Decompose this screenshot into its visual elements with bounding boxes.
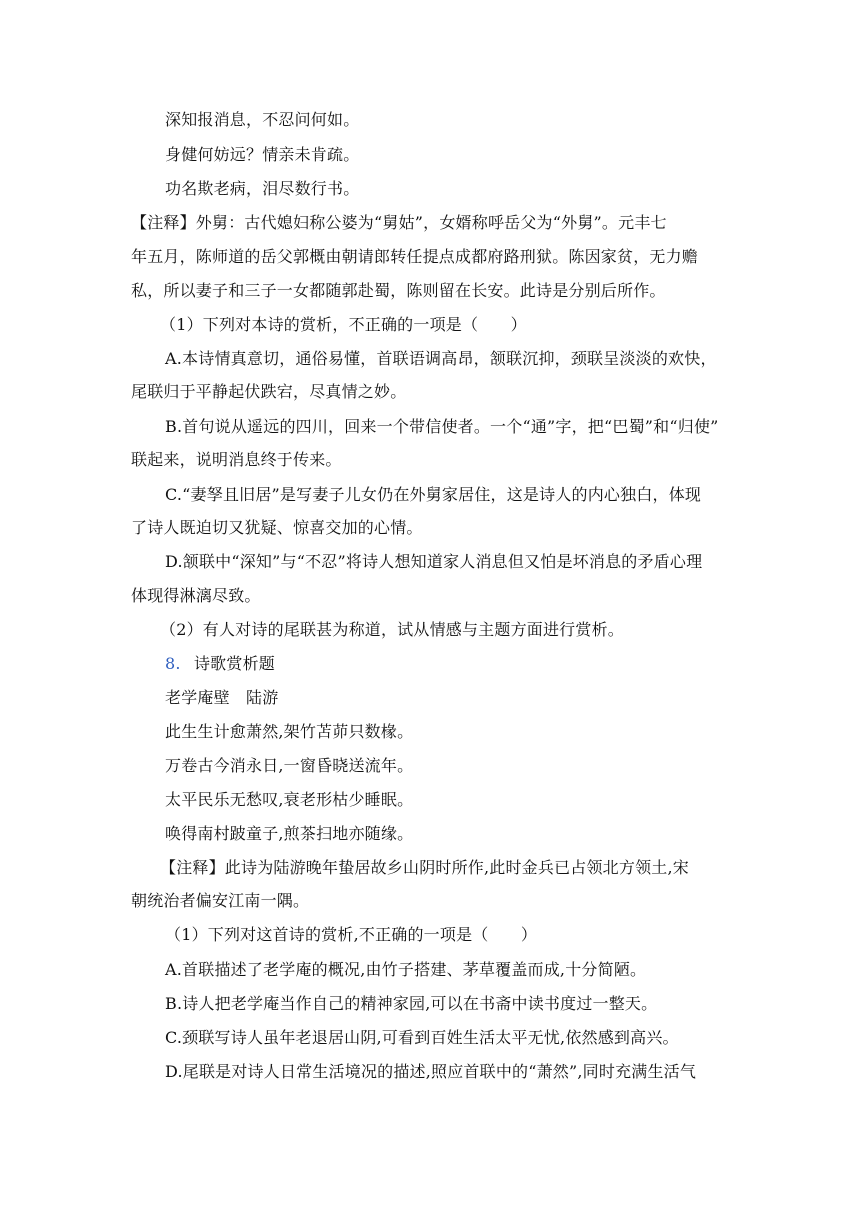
question-1: （1）下列对本诗的赏析，不正确的一项是（ ） [160, 315, 527, 334]
poem-line: 此生生计愈萧然,架竹苫茆只数椽。 [165, 722, 414, 741]
option-c: C.颈联写诗人虽年老退居山阴,可看到百姓生活太平无忧,依然感到高兴。 [165, 1028, 679, 1047]
poem-line: 太平民乐无愁叹,衰老形枯少睡眠。 [165, 790, 414, 809]
option-d: D.颔联中“深知”与“不忍”将诗人想知道家人消息但又怕是坏消息的矛盾心理 [165, 552, 703, 571]
annotation-line: 年五月，陈师道的岳父郭概由朝请郎转任提点成都府路刑狱。陈因家贫，无力赡 [131, 247, 699, 266]
question-number: 8. [165, 654, 181, 673]
option-a: A.首联描述了老学庵的概况,由竹子搭建、茅草覆盖而成,十分简陋。 [165, 960, 647, 979]
option-d: D.尾联是对诗人日常生活境况的描述,照应首联中的“萧然”,同时充满生活气 [165, 1062, 697, 1081]
poem-line: 功名欺老病，泪尽数行书。 [165, 179, 360, 198]
poem-line: 身健何妨远？情亲未肯疏。 [165, 145, 360, 164]
poem-line: 万卷古今消永日,一窗昏晓送流年。 [165, 756, 414, 775]
option-c: C.“妻孥且旧居”是写妻子儿女仍在外舅家居住，这是诗人的内心独白，体现 [165, 485, 702, 504]
annotation-line: 朝统治者偏安江南一隅。 [131, 891, 310, 910]
option-a-cont: 尾联归于平静起伏跌宕，尽真情之妙。 [131, 382, 407, 401]
poem-line: 深知报消息，不忍问何如。 [165, 110, 360, 129]
annotation-line: 私，所以妻子和三子一女都随郭赴蜀，陈则留在长安。此诗是分别后所作。 [131, 281, 666, 300]
option-c-cont: 了诗人既迫切又犹疑、惊喜交加的心情。 [131, 518, 423, 537]
option-a: A.本诗情真意切，通俗易懂，首联语调高昂，颔联沉抑，颈联呈淡淡的欢快， [165, 349, 717, 368]
poem-line: 唤得南村跛童子,煎茶扫地亦随缘。 [165, 824, 414, 843]
section-title: 诗歌赏析题 [193, 654, 275, 673]
question-2: （2）有人对诗的尾联甚为称道，试从情感与主题方面进行赏析。 [160, 620, 624, 639]
annotation-line: 【注释】外舅：古代媳妇称公婆为“舅姑”，女婿称呼岳父为“外舅”。元丰七 [131, 213, 667, 232]
option-b-cont: 联起来，说明消息终于传来。 [131, 450, 342, 469]
annotation-line: 【注释】此诗为陆游晚年蛰居故乡山阴时所作,此时金兵已占领北方领土,宋 [160, 858, 689, 877]
option-b: B.首句说从遥远的四川，回来一个带信使者。一个“通”字，把“巴蜀”和“归使” [165, 417, 719, 436]
poem-title: 老学庵壁 陆游 [165, 688, 279, 707]
option-b: B.诗人把老学庵当作自己的精神家园,可以在书斋中读书度过一整天。 [165, 994, 658, 1013]
section-heading [165, 654, 275, 674]
question-1: （1）下列对这首诗的赏析,不正确的一项是（ ） [165, 925, 538, 944]
option-d-cont: 体现得淋漓尽致。 [131, 586, 261, 605]
